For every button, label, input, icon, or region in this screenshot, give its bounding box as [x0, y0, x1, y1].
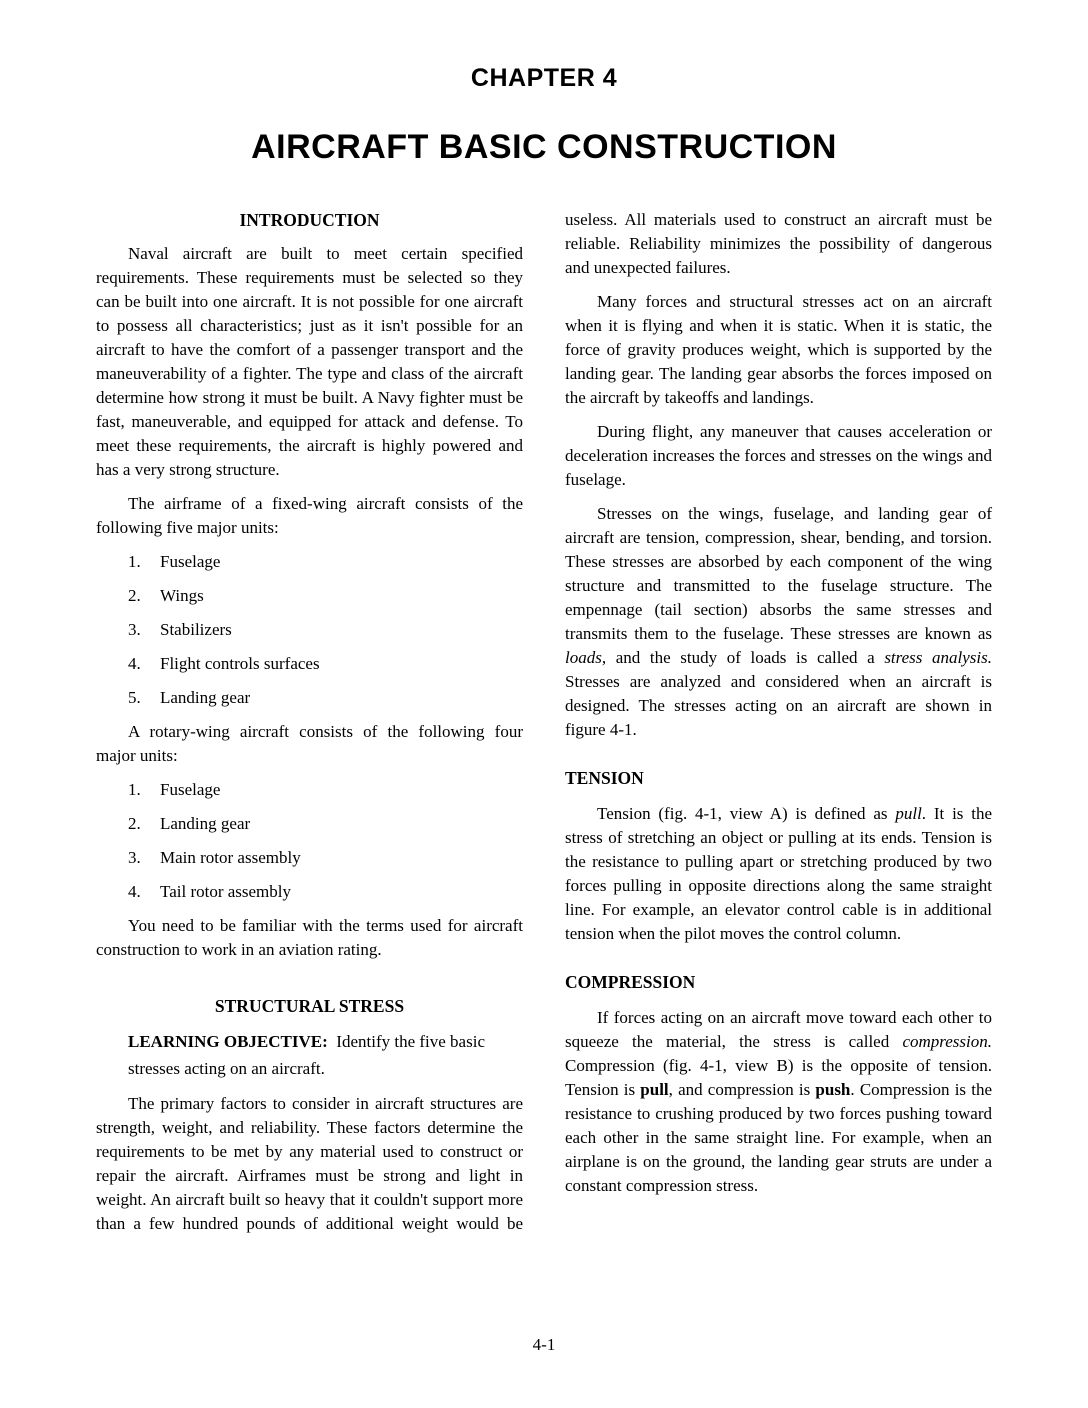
chapter-title: AIRCRAFT BASIC CONSTRUCTION	[251, 128, 837, 166]
list-item-number: 3.	[128, 848, 141, 867]
text-run: Stresses are analyzed and considered when an aircraft is designed. The stresses acting on an aircraft are shown in figure 4-1.	[565, 672, 992, 739]
list-item-text: Landing gear	[160, 814, 251, 833]
text-run: Many forces and structural stresses act on an aircraft when it is flying and when it is static. When it is static, the force of gravity produces weight, which is supported by the landing gear. The landing gear absorbs the forces imposed on the aircraft by takeoffs and landings.	[565, 292, 992, 407]
numbered-list	[96, 778, 523, 904]
list-item-text: Main rotor assembly	[160, 848, 301, 867]
list-item	[96, 550, 523, 574]
page-footer	[0, 1333, 1088, 1357]
paragraph	[96, 914, 523, 962]
list-item	[96, 652, 523, 676]
list-item-text: Fuselage	[160, 552, 221, 571]
list-item-text: Fuselage	[160, 780, 221, 799]
bold-text: push	[815, 1080, 851, 1099]
list-item-text: Wings	[160, 586, 204, 605]
paragraph	[565, 502, 992, 742]
paragraph	[565, 290, 992, 410]
subsection-heading: TENSION	[565, 768, 644, 788]
two-column-content	[0, 208, 1088, 1236]
paragraph	[565, 208, 992, 280]
text-run: . It is the stress of stretching an object or pulling at its ends. Tension is the resistance to pulling apart or stretching produced by two forces pulling in opposite directions along the same straight line. For example, an elevator control cable is in additional tension when the pilot moves the control column.	[565, 804, 992, 943]
list-item-number: 5.	[128, 688, 141, 707]
list-item-number: 1.	[128, 552, 141, 571]
list-item-text: Flight controls surfaces	[160, 654, 320, 673]
list-item-number: 4.	[128, 654, 141, 673]
paragraph	[565, 420, 992, 492]
italic-text: compression.	[902, 1032, 992, 1051]
list-item-number: 1.	[128, 780, 141, 799]
section-heading: STRUCTURAL STRESS	[214, 996, 405, 1016]
list-item	[96, 584, 523, 608]
text-run: Tension (fig. 4-1, view A) is defined as	[597, 804, 896, 823]
bold-text: pull	[640, 1080, 669, 1099]
list-item-number: 4.	[128, 882, 141, 901]
list-item	[96, 618, 523, 642]
text-run: Naval aircraft are built to meet certain specified requirements. These requirements must be selected so they can be built into one aircraft. It is not possible for one aircraft to possess all characteristics; just as it isn't possible for an aircraft to have the comfort of a passenger transport and the maneuverability of a fighter. The type and class of the aircraft determine how strong it must be built. A Navy fighter must be fast, maneuverable, and equipped for attack and defense. To meet these requirements, the aircraft is highly powered and has a very strong structure.	[96, 244, 523, 479]
text-run: Identify the five basic stresses acting on an aircraft.	[128, 1032, 485, 1078]
chapter-label: CHAPTER 4	[470, 64, 618, 92]
paragraph	[96, 720, 523, 768]
list-item	[96, 686, 523, 710]
list-item	[96, 880, 523, 904]
text-run: The airframe of a fixed-wing aircraft consists of the following five major units:	[96, 494, 523, 537]
column-right	[565, 208, 992, 1236]
section-heading: INTRODUCTION	[239, 210, 380, 230]
text-run: The primary factors to consider in aircraft structures are strength, weight, and reliability. These factors determine the requirements to be met by any material used to construct or repair the aircraft. Airframes must be strong and light in weight. An aircraft built so heavy that it couldn't support more than a few hundred pounds of additional weight would be	[96, 1094, 523, 1233]
list-item-number: 3.	[128, 620, 141, 639]
text-run: If forces acting on an aircraft move toward each other to squeeze the material, the stress is called	[565, 1008, 992, 1051]
italic-text: loads	[565, 648, 602, 667]
column-left	[96, 208, 523, 1236]
paragraph	[96, 1092, 523, 1236]
list-item-text: Tail rotor assembly	[160, 882, 292, 901]
page-number: 4-1	[532, 1335, 556, 1354]
text-run: Stresses on the wings, fuselage, and landing gear of aircraft are tension, compression, shear, bending, and torsion. These stresses are absorbed by each component of the wing structure and transmitted to the fuselage structure. The empennage (tail section) absorbs the same stresses and transmits them to the fuselage. These stresses are known as	[565, 504, 992, 643]
text-run: You need to be familiar with the terms used for aircraft construction to work in an aviation rating.	[96, 916, 523, 959]
list-item	[96, 846, 523, 870]
learning-objective	[128, 1028, 495, 1082]
list-item-text: Stabilizers	[160, 620, 232, 639]
paragraph	[96, 492, 523, 540]
paragraph	[96, 242, 523, 482]
page-header	[0, 0, 1088, 166]
text-run: Compression (fig. 4-1, view B) is the opposite of tension. Tension is	[565, 1056, 992, 1099]
list-item	[96, 778, 523, 802]
list-item-number: 2.	[128, 814, 141, 833]
text-run: During flight, any maneuver that causes acceleration or deceleration increases the forces and stresses on the wings and fuselage.	[565, 422, 992, 489]
text-run: A rotary-wing aircraft consists of the following four major units:	[96, 722, 523, 765]
subsection-heading: COMPRESSION	[565, 972, 696, 992]
paragraph	[565, 1006, 992, 1198]
list-item-text: Landing gear	[160, 688, 251, 707]
text-run: , and compression is	[668, 1080, 816, 1099]
text-run: , and the study of loads is called a	[601, 648, 885, 667]
text-run: . Compression is the resistance to crushing produced by two forces pushing toward each other in the same straight line. For example, when an airplane is on the ground, the landing gear struts are under a constant compression stress.	[565, 1080, 992, 1195]
text-run: useless. All materials used to construct an aircraft must be reliable. Reliability minimizes the possibility of dangerous and unexpected failures.	[565, 210, 992, 277]
list-item	[96, 812, 523, 836]
numbered-list	[96, 550, 523, 710]
italic-text: stress analysis.	[884, 648, 993, 667]
bold-text: LEARNING OBJECTIVE:	[128, 1032, 328, 1051]
list-item-number: 2.	[128, 586, 141, 605]
paragraph	[565, 802, 992, 946]
italic-text: pull	[895, 804, 922, 823]
